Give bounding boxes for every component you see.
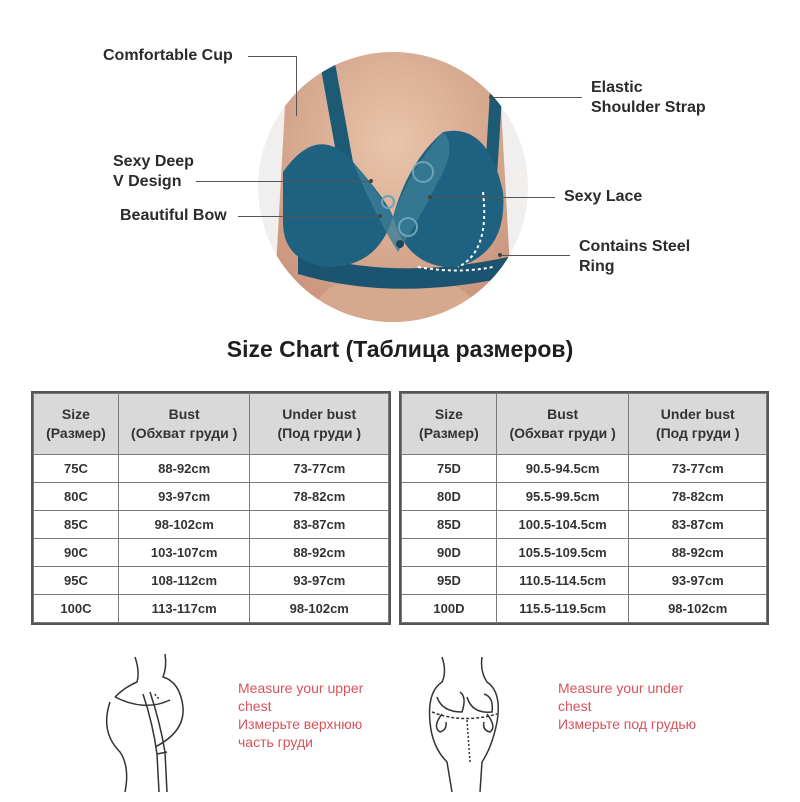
leader-line: [248, 56, 296, 57]
table-row: [402, 483, 767, 511]
callout-line: Contains Steel: [579, 238, 691, 255]
header-bust: Bust (Обхват груди ): [496, 394, 629, 455]
callout-sexy-deep-v: [113, 152, 194, 192]
leader-line: [196, 181, 371, 182]
header-bust: Bust (Обхват груди ): [118, 394, 250, 455]
instruction-line: Измерьте верхнюю: [238, 716, 363, 732]
table-cell: 113-117cm: [118, 595, 250, 623]
callout-sexy-lace: Sexy Lace: [564, 188, 643, 205]
instruction-line: chest: [558, 698, 592, 714]
leader-dot: [489, 95, 493, 99]
figure-under-chest-icon: [412, 652, 522, 797]
table-row: [34, 539, 389, 567]
under-chest-instructions: [558, 679, 696, 733]
table-cell: 110.5-114.5cm: [496, 567, 629, 595]
under-chest-illustration: [412, 652, 522, 797]
leader-dot: [378, 214, 382, 218]
table-cell: 75C: [34, 455, 119, 483]
table-row: [402, 595, 767, 623]
table-cell: 88-92cm: [629, 539, 767, 567]
table-cell: 98-102cm: [629, 595, 767, 623]
leader-dot: [369, 179, 373, 183]
table-cell: 95C: [34, 567, 119, 595]
upper-chest-illustration: [95, 652, 205, 797]
table-cell: 85D: [402, 511, 497, 539]
table-row: [402, 455, 767, 483]
table-row: [402, 511, 767, 539]
table-row: [34, 595, 389, 623]
table-row: [34, 483, 389, 511]
table-cell: 85C: [34, 511, 119, 539]
table-cell: 83-87cm: [250, 511, 389, 539]
header-size: Size (Размер): [402, 394, 497, 455]
instruction-line: chest: [238, 698, 272, 714]
table-cell: 83-87cm: [629, 511, 767, 539]
instruction-line: Measure your under: [558, 680, 684, 696]
callout-beautiful-bow: Beautiful Bow: [120, 207, 227, 224]
header-under-bust: Under bust (Под груди ): [250, 394, 389, 455]
header-size: Size (Размер): [34, 394, 119, 455]
table-cell: 78-82cm: [250, 483, 389, 511]
callout-line: Ring: [579, 258, 615, 275]
size-chart-title: Size Chart (Таблица размеров): [226, 336, 574, 362]
leader-line: [296, 56, 297, 116]
table-row: [34, 511, 389, 539]
callout-comfortable-cup: Comfortable Cup: [103, 47, 233, 64]
callout-elastic-strap: [591, 78, 706, 118]
size-table-c: [33, 393, 389, 623]
callout-line: V Design: [113, 173, 182, 190]
leader-dot: [498, 253, 502, 257]
table-cell: 73-77cm: [629, 455, 767, 483]
table-row: [402, 567, 767, 595]
leader-dot: [428, 195, 432, 199]
table-cell: 93-97cm: [118, 483, 250, 511]
table-cell: 100D: [402, 595, 497, 623]
table-cell: 90C: [34, 539, 119, 567]
table-cell: 95D: [402, 567, 497, 595]
table-header-row: [34, 394, 389, 455]
callout-line: Shoulder Strap: [591, 99, 706, 116]
table-cell: 93-97cm: [629, 567, 767, 595]
product-photo: [258, 52, 528, 322]
callout-line: Elastic: [591, 79, 643, 96]
table-cell: 98-102cm: [118, 511, 250, 539]
table-cell: 100C: [34, 595, 119, 623]
table-cell: 80D: [402, 483, 497, 511]
table-cell: 88-92cm: [250, 539, 389, 567]
table-cell: 90D: [402, 539, 497, 567]
table-cell: 88-92cm: [118, 455, 250, 483]
table-cell: 73-77cm: [250, 455, 389, 483]
table-cell: 78-82cm: [629, 483, 767, 511]
instruction-line: Измерьте под грудью: [558, 716, 697, 732]
instruction-line: Measure your upper: [238, 680, 364, 696]
table-cell: 100.5-104.5cm: [496, 511, 629, 539]
leader-line: [430, 197, 555, 198]
header-under-bust: Under bust (Под груди ): [629, 394, 767, 455]
instruction-line: часть груди: [238, 734, 313, 750]
callout-steel-ring: [579, 237, 690, 277]
table-cell: 93-97cm: [250, 567, 389, 595]
table-cell: 95.5-99.5cm: [496, 483, 629, 511]
table-cell: 105.5-109.5cm: [496, 539, 629, 567]
table-header-row: [402, 394, 767, 455]
table-cell: 115.5-119.5cm: [496, 595, 629, 623]
table-cell: 75D: [402, 455, 497, 483]
upper-chest-instructions: [238, 679, 363, 751]
size-table-d: [401, 393, 767, 623]
table-cell: 98-102cm: [250, 595, 389, 623]
table-row: [34, 567, 389, 595]
table-cell: 108-112cm: [118, 567, 250, 595]
leader-line: [492, 97, 582, 98]
table-row: [34, 455, 389, 483]
table-row: [402, 539, 767, 567]
callout-line: Sexy Deep: [113, 153, 194, 170]
bra-illustration: [258, 52, 528, 322]
leader-line: [238, 216, 378, 217]
table-cell: 80C: [34, 483, 119, 511]
leader-line: [500, 255, 570, 256]
figure-upper-chest-icon: [95, 652, 205, 797]
table-cell: 90.5-94.5cm: [496, 455, 629, 483]
table-cell: 103-107cm: [118, 539, 250, 567]
